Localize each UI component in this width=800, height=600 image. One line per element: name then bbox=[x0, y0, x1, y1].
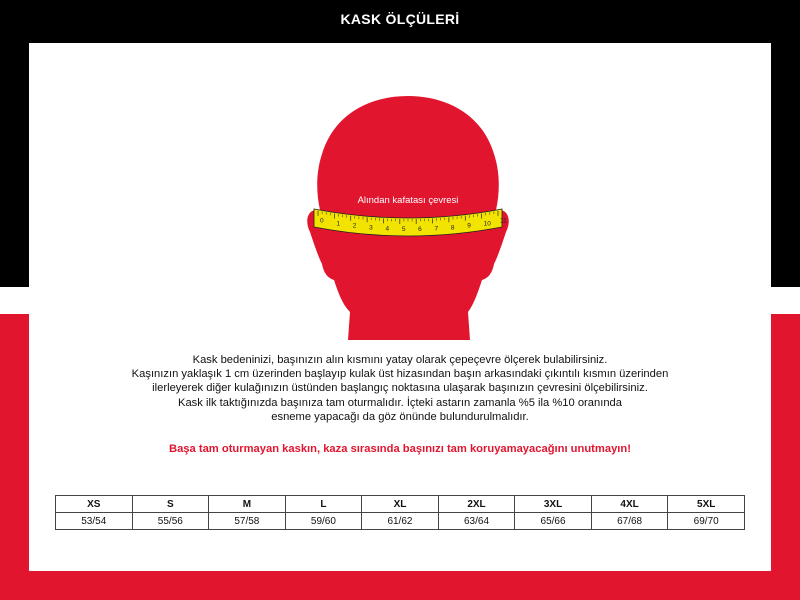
description-line-3: ilerleyerek diğer kulağınızın üstünden başlangıç noktasına ulaşarak başınızın çevresini ölçebilirsiniz. bbox=[152, 382, 648, 395]
tape-number: 1 bbox=[336, 220, 340, 228]
tape-number: 0 bbox=[320, 217, 324, 225]
measurement-value: 57/58 bbox=[209, 513, 286, 530]
tape-number: 5 bbox=[401, 225, 406, 233]
measurement-value: 65/66 bbox=[515, 513, 592, 530]
description-line-4: Kask ilk taktığınızda başınıza tam oturmalıdır. İçteki astarın zamanla %5 ila %10 oranında bbox=[178, 396, 622, 409]
size-label: 3XL bbox=[515, 496, 592, 513]
measurement-value: 55/56 bbox=[132, 513, 209, 530]
head-measurement-illustration bbox=[306, 92, 510, 340]
measurement-value: 59/60 bbox=[285, 513, 362, 530]
size-label: 2XL bbox=[438, 496, 515, 513]
measurement-value: 53/54 bbox=[56, 513, 133, 530]
tape-number: 9 bbox=[467, 222, 471, 230]
size-table bbox=[55, 495, 745, 530]
description bbox=[29, 353, 771, 424]
warning-text: Başa tam oturmayan kaskın, kaza sırasında başınızı tam koruyamayacağını unutmayın! bbox=[169, 443, 631, 455]
tape-number: 4 bbox=[385, 225, 390, 233]
size-label: L bbox=[285, 496, 362, 513]
tape-number: 2 bbox=[352, 222, 357, 230]
tape-number: 8 bbox=[450, 224, 455, 232]
tape-number: 11 bbox=[500, 217, 507, 225]
content-card bbox=[29, 43, 771, 571]
description-line-5: esneme yapacağı da göz önünde bulundurulmalıdır. bbox=[271, 410, 529, 423]
page-title: KASK ÖLÇÜLERİ bbox=[340, 11, 460, 27]
size-label: S bbox=[132, 496, 209, 513]
size-label: XL bbox=[362, 496, 439, 513]
measurement-value: 61/62 bbox=[362, 513, 439, 530]
description-line-2: Kaşınızın yaklaşık 1 cm üzerinden başlayıp kulak üst hizasından başın arkasındaki çıkıntılı kısmın üzerinden bbox=[131, 368, 669, 381]
tape-label: Alından kafatası çevresi bbox=[357, 195, 459, 206]
size-label: 5XL bbox=[668, 496, 745, 513]
tape-number: 10 bbox=[483, 220, 491, 228]
measurement-value: 67/68 bbox=[591, 513, 668, 530]
tape-number: 7 bbox=[434, 225, 439, 233]
description-line-1: Kask bedeninizi, başınızın alın kısmını yatay olarak çepeçevre ölçerek bulabilirsiniz. bbox=[192, 354, 608, 366]
tape-number: 3 bbox=[369, 224, 373, 232]
size-label: 4XL bbox=[591, 496, 668, 513]
measurement-value: 69/70 bbox=[668, 513, 745, 530]
size-label: XS bbox=[56, 496, 133, 513]
size-label: M bbox=[209, 496, 286, 513]
measurement-row bbox=[56, 513, 745, 530]
size-header-row bbox=[56, 496, 745, 513]
measurement-value: 63/64 bbox=[438, 513, 515, 530]
tape-number: 6 bbox=[418, 225, 422, 233]
